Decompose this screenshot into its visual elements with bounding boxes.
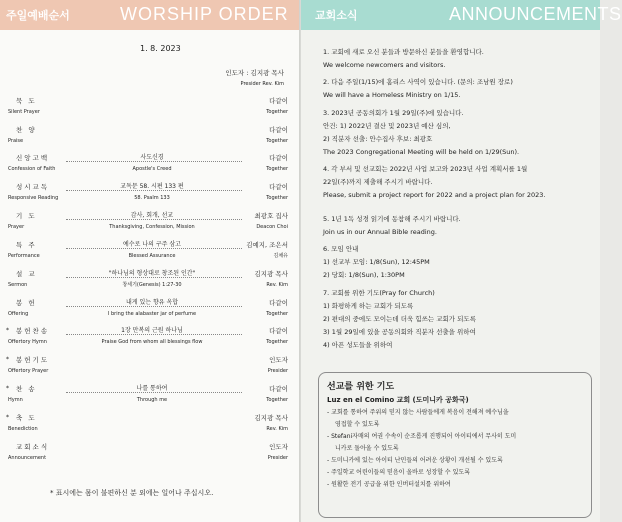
worship-order-row	[6, 183, 296, 211]
order-content-ko-wrap	[62, 241, 242, 249]
service-date: 1. 8. 2023	[140, 44, 181, 53]
announcement-line: The 2023 Congregational Meeting will be held on 1/29(Sun).	[323, 148, 520, 156]
announcement-line: 2) 편대의 중에도 모이는데 더욱 힘쓰는 교회가 되도록	[323, 315, 476, 323]
standing-marker: *	[6, 327, 9, 334]
order-title-ko: 봉헌기도	[16, 356, 50, 364]
order-content-ko-wrap	[62, 299, 242, 307]
worship-order-row	[6, 414, 296, 442]
order-title-en: Sermon	[8, 282, 28, 288]
worship-order-row	[6, 126, 296, 154]
order-title-ko: 성시교독	[16, 183, 50, 191]
mission-prayer-item: - 주일학교 어린이들의 믿음이 올바로 성장할 수 있도록	[327, 469, 471, 476]
order-person-ko: 김예지, 조은서	[246, 241, 288, 249]
mission-prayer-item: - 도미니카에 있는 아이티 난민들의 어려운 상황이 개선될 수 있도록	[327, 457, 503, 464]
worship-order-row	[6, 356, 296, 384]
mission-prayer-title: 선교를 위한 기도	[327, 382, 395, 392]
standing-marker: *	[6, 356, 9, 363]
order-title-ko: 축 도	[16, 414, 37, 422]
worship-order-row	[6, 97, 296, 125]
announcement-line: 5. 1년 1독 성경 읽기에 동참해 주시기 바랍니다.	[323, 215, 461, 223]
order-content-ko: 나를 통하여	[134, 385, 171, 392]
order-title-en: Offertory Prayer	[8, 368, 49, 374]
mission-prayer-item: - 교회를 통하여 주위의 믿지 않는 사람들에게 복음이 전해져 예수님을	[327, 409, 509, 416]
order-title-ko: 봉헌찬송	[16, 327, 50, 335]
order-person-en: Together	[266, 195, 288, 201]
order-person-ko: 다같이	[269, 299, 288, 307]
order-title-ko: 설 교	[16, 270, 37, 278]
order-title-ko: 봉 헌	[16, 299, 37, 307]
order-content-en: 창세기(Genesis) 1:27-30	[122, 282, 182, 288]
order-person-en: Together	[266, 311, 288, 317]
order-person-ko: 다같이	[269, 126, 288, 134]
order-content-ko-wrap	[62, 183, 242, 191]
order-person-en: Presider Rev. Kim	[240, 81, 284, 87]
announcement-line: 4) 아픈 성도들을 위하여	[323, 341, 393, 349]
worship-order-row	[6, 212, 296, 240]
announcement-line: 2. 다음 주일(1/15)에 홈리스 사역이 있습니다. (문의: 조남원 장로)	[323, 78, 513, 86]
mission-prayer-box	[318, 372, 592, 518]
worship-order-title-ko: 주일예배순서	[6, 9, 70, 22]
order-title-ko: 교회소식	[16, 443, 50, 451]
worship-order-row	[6, 385, 296, 413]
worship-order-row	[6, 299, 296, 327]
order-content-en: 58. Psalm 133	[134, 195, 170, 201]
standing-marker: *	[6, 385, 9, 392]
announcement-line: 3) 1월 29일에 있을 공동의회와 직분자 선출을 위하여	[323, 328, 476, 336]
order-person-ko: 다같이	[269, 154, 288, 162]
order-content-ko: 내게 있는 향유 옥합	[123, 299, 181, 306]
announcement-line: 6. 모임 안내	[323, 245, 359, 253]
order-content-ko: 교독문 58. 시편 133 편	[117, 183, 186, 190]
worship-order-header	[0, 0, 301, 30]
order-title-en: Praise	[8, 138, 24, 144]
order-content-ko-wrap	[62, 154, 242, 162]
order-person-en: Together	[266, 109, 288, 115]
order-person-ko: 다같이	[269, 385, 288, 393]
order-person-en: Presider	[267, 455, 288, 461]
order-content-ko: 감사, 회개, 선교	[128, 212, 176, 219]
worship-order-row	[6, 327, 296, 355]
order-content-en: Blessed Assurance	[128, 253, 176, 259]
order-person-en: 김채유	[273, 253, 288, 259]
announcement-line: 3. 2023년 공동의회가 1월 29일(주)에 있습니다.	[323, 109, 464, 117]
announcement-line: 22일(주)까지 제출해 주시기 바랍니다.	[323, 178, 433, 186]
order-content-ko-wrap	[62, 270, 242, 278]
order-title-en: Silent Prayer	[8, 109, 40, 115]
order-title-en: Offertory Hymn	[8, 339, 47, 345]
order-person-en: Together	[266, 339, 288, 345]
worship-order-row	[6, 69, 296, 97]
order-person-en: Together	[266, 397, 288, 403]
order-content-en: I bring the alabaster jar of perfume	[107, 311, 197, 317]
worship-order-title-en: WORSHIP ORDER	[120, 4, 289, 24]
order-content-en: Through me	[136, 397, 168, 403]
announcement-line: 7. 교회를 위한 기도(Pray for Church)	[323, 289, 435, 297]
order-content-ko: 예수로 나의 구주 삼고	[120, 241, 184, 248]
order-person-en: Together	[266, 138, 288, 144]
mission-church-name: Luz en el Comino 교회 (도미니카 공화국)	[327, 396, 469, 404]
order-person-ko: 다같이	[269, 97, 288, 105]
order-content-en: Thanksgiving, Confession, Mission	[109, 224, 195, 230]
order-title-ko: 찬 송	[16, 385, 37, 393]
order-title-en: Benediction	[8, 426, 38, 432]
worship-order-row	[6, 270, 296, 298]
order-person-en: Presider	[267, 368, 288, 374]
order-title-en: Confession of Faith	[8, 166, 56, 172]
order-title-ko: 묵 도	[16, 97, 37, 105]
order-content-en: Praise God from whom all blessings flow	[101, 339, 203, 345]
order-person-ko: 최광호 집사	[254, 212, 288, 220]
order-person-en: Deacon Choi	[256, 224, 288, 230]
announcement-line: 안건: 1) 2022년 결산 및 2023년 예산 심의,	[323, 122, 451, 130]
mission-prayer-item: - Stefani자매의 여권 수속이 순조롭게 진행되어 아이티에서 무사히 도미	[327, 433, 517, 440]
order-title-en: Performance	[8, 253, 40, 259]
announcement-line: We welcome newcomers and visitors.	[323, 61, 446, 69]
order-content-ko-wrap	[62, 327, 242, 335]
order-title-ko: 신앙고백	[16, 154, 50, 162]
announcement-line: 4. 각 부서 및 선교회는 2022년 사업 보고와 2023년 사업 계획서를 1월	[323, 165, 528, 173]
worship-order-row	[6, 241, 296, 269]
order-person-en: Together	[266, 166, 288, 172]
order-title-en: Offering	[8, 311, 29, 317]
order-title-ko: 특 주	[16, 241, 37, 249]
announcement-line: Please, submit a project report for 2022 and a project plan for 2023.	[323, 191, 546, 199]
order-content-ko-wrap	[62, 385, 242, 393]
order-person-ko: 인도자 : 김지광 목사	[225, 69, 284, 77]
mission-prayer-item: 니카로 돌아올 수 있도록	[335, 445, 399, 452]
order-person-ko: 다같이	[269, 183, 288, 191]
order-person-ko: 김지광 목사	[254, 414, 288, 422]
order-content-ko-wrap	[62, 212, 242, 220]
announcement-line: Join us in our Annual Bible reading.	[323, 228, 437, 236]
order-person-ko: 김지광 목사	[254, 270, 288, 278]
order-content-ko: 1장 만복의 근원 하나님	[118, 327, 186, 334]
order-title-en: Announcement	[8, 455, 47, 461]
announcement-line: 1) 화평하게 하는 교회가 되도록	[323, 302, 414, 310]
order-title-ko: 기 도	[16, 212, 37, 220]
mission-prayer-items	[327, 407, 583, 491]
order-content-en: Apostle's Creed	[132, 166, 172, 172]
order-person-ko: 다같이	[269, 327, 288, 335]
order-title-en: Prayer	[8, 224, 25, 230]
worship-order-row	[6, 154, 296, 182]
announcements-title-ko: 교회소식	[315, 9, 358, 22]
mission-prayer-item: 영접할 수 있도록	[335, 421, 380, 428]
order-person-ko: 인도자	[269, 356, 288, 364]
worship-order-row	[6, 443, 296, 471]
announcement-line: 1) 선교부 모임: 1/8(Sun), 12:45PM	[323, 258, 430, 266]
mission-prayer-item: - 원활한 전기 공급을 위한 인버터설치를 위하여	[327, 481, 451, 488]
order-content-ko: 사도신경	[137, 154, 166, 161]
worship-order-page	[0, 0, 301, 522]
announcement-line: 2) 당회: 1/8(Sun), 1:30PM	[323, 271, 405, 279]
announcements-title-en: ANNOUNCEMENTS	[449, 4, 622, 24]
announcement-line: 2) 직분자 선출: 안수집사 후보: 최광호	[323, 135, 433, 143]
order-title-ko: 찬 양	[16, 126, 37, 134]
standing-marker: *	[6, 414, 9, 421]
order-person-en: Rev. Kim	[266, 426, 288, 432]
announcement-line: We will have a Homeless Ministry on 1/15.	[323, 91, 461, 99]
announcement-line: 1. 교회에 새로 오신 분들과 방문하신 분들을 환영합니다.	[323, 48, 484, 56]
order-title-en: Responsive Reading	[8, 195, 59, 201]
order-content-ko: "하나님의 형상대로 창조된 인간"	[106, 270, 199, 277]
order-person-ko: 인도자	[269, 443, 288, 451]
standing-note: * 표시에는 몸이 불편하신 분 외에는 일어나 주십시오.	[50, 489, 214, 497]
announcements-header	[301, 0, 622, 30]
order-title-en: Hymn	[8, 397, 23, 403]
order-person-en: Rev. Kim	[266, 282, 288, 288]
